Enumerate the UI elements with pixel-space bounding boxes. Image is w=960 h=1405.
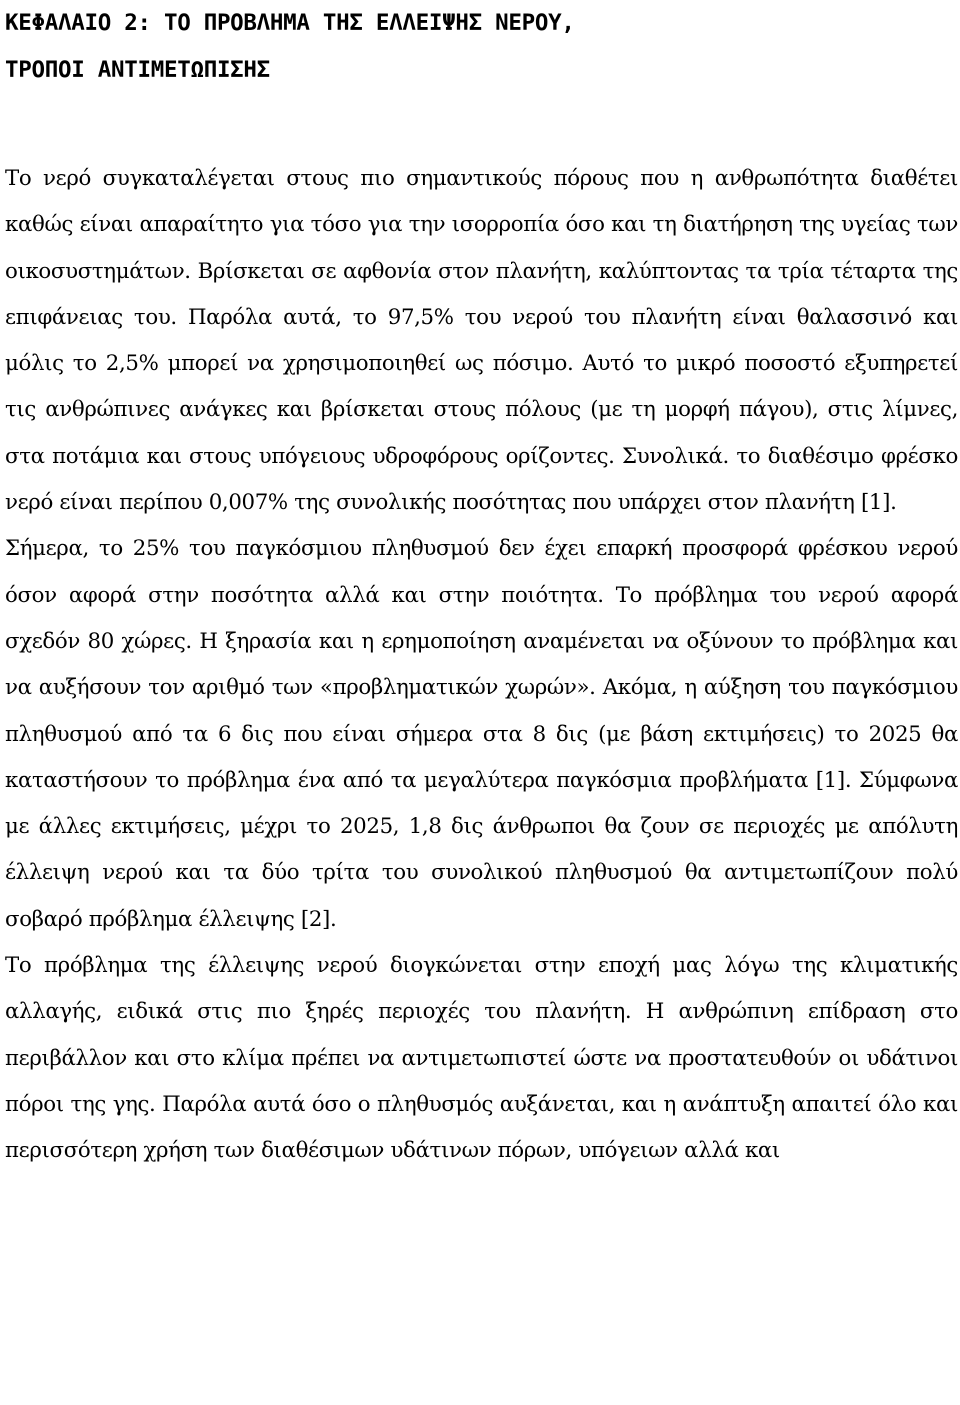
paragraph-intro: Το νερό συγκαταλέγεται στους πιο σημαντικούς πόρους που η ανθρωπότητα διαθέτει καθώς είναι απαραίτητο για τόσο για την ισορροπία όσο και τη διατήρηση της υγείας των οικοσυστημάτων. Βρίσκεται σε αφθονία στον πλανήτη, καλύπτοντας τα τρία τέταρτα της επιφάνειας του. Παρόλα αυτά, το 97,5% του νερού του πλανήτη είναι θαλασσινό και μόλις το 2,5% μπορεί να χρησιμοποιηθεί ως πόσιμο. Αυτό το μικρό ποσοστό εξυπηρετεί τις ανθρώπινες ανάγκες και βρίσκεται στους πόλους (με τη μορφή πάγου), στις λίμνες, στα ποτάμια και στους υπόγειους υδροφόρους ορίζοντες. Συνολικά. το διαθέσιμο φρέσκο νερό είναι περίπου 0,007% της συνολικής ποσότητας που υπάρχει στον πλανήτη [1]. [5, 166, 958, 516]
chapter-heading-line-1: ΚΕΦΑΛΑΙΟ 2: ΤΟ ΠΡΟΒΛΗΜΑ ΤΗΣ ΕΛΛΕΙΨΗΣ ΝΕΡΟΥ, [5, 10, 575, 36]
document-page [5, 0, 958, 1175]
chapter-heading [5, 0, 958, 94]
paragraph-climate: Το πρόβλημα της έλλειψης νερού διογκώνεται στην εποχή μας λόγω της κλιματικής αλλαγής, ειδικά στις πιο ξηρές περιοχές του πλανήτη. Η ανθρώπινη επίδραση στο περιβάλλον και στο κλίμα πρέπει να αντιμετωπιστεί ώστε να προστατευθούν οι υδάτινοι πόροι της γης. Παρόλα αυτά όσο ο πληθυσμός αυξάνεται, και η ανάπτυξη απαιτεί όλο και περισσότερη χρήση των διαθέσιμων υδάτινων πόρων, υπόγειων αλλά και [5, 953, 958, 1164]
chapter-heading-line-2: ΤΡΟΠΟΙ ΑΝΤΙΜΕΤΩΠΙΣΗΣ [5, 57, 270, 83]
heading-spacer [5, 94, 958, 156]
paragraph-population: Σήμερα, το 25% του παγκόσμιου πληθυσμού δεν έχει επαρκή προσφορά φρέσκου νερού όσον αφορά στην ποσότητα αλλά και στην ποιότητα. Το πρόβλημα του νερού αφορά σχεδόν 80 χώρες. Η ξηρασία και η ερημοποίηση αναμένεται να οξύνουν το πρόβλημα και να αυξήσουν τον αριθμό των «προβληματικών χωρών». Ακόμα, η αύξηση του παγκόσμιου πληθυσμού από τα 6 δις που είναι σήμερα στα 8 δις (με βάση εκτιμήσεις) το 2025 θα καταστήσουν το πρόβλημα ένα από τα μεγαλύτερα παγκόσμια προβλήματα [1]. Σύμφωνα με άλλες εκτιμήσεις, μέχρι το 2025, 1,8 δις άνθρωποι θα ζουν σε περιοχές με απόλυτη έλλειψη νερού και τα δύο τρίτα του συνολικού πληθυσμού θα αντιμετωπίζουν πολύ σοβαρό πρόβλημα έλλειψης [2]. [5, 536, 958, 932]
